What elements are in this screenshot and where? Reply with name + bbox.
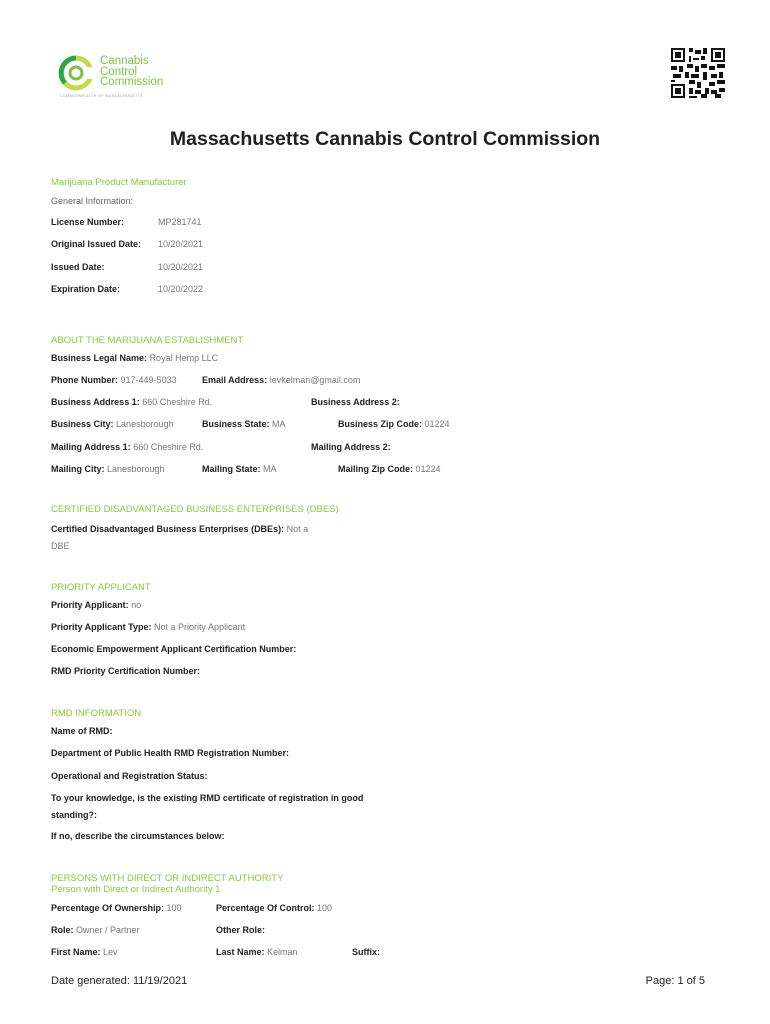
business-state-value: MA xyxy=(272,419,286,429)
priority-type-field xyxy=(51,622,245,632)
mailing-state-label: Mailing State: xyxy=(202,464,261,474)
priority-type-label: Priority Applicant Type: xyxy=(51,622,152,632)
dbe-value-continued: DBE xyxy=(51,541,70,551)
first-name-field xyxy=(51,947,118,957)
first-name-label: First Name: xyxy=(51,947,101,957)
other-role-label: Other Role: xyxy=(216,925,266,935)
logo-tagline: COMMONWEALTH OF MASSACHUSETTS xyxy=(60,94,144,98)
business-city-field xyxy=(51,419,174,429)
business-address1-value: 660 Cheshire Rd. xyxy=(142,397,213,407)
priority-applicant-label: Priority Applicant: xyxy=(51,600,129,610)
license-number-label: License Number: xyxy=(51,217,125,227)
suffix-label: Suffix: xyxy=(352,947,380,957)
business-address2-label: Business Address 2: xyxy=(311,397,400,407)
email-field xyxy=(202,375,360,385)
business-city-value: Lanesborough xyxy=(116,419,174,429)
role-label: Role: xyxy=(51,925,74,935)
license-type-heading: Marijuana Product Manufacturer xyxy=(51,177,187,188)
legal-name-value: Royal Hemp LLC xyxy=(149,353,219,363)
mailing-address2-field xyxy=(311,442,391,452)
business-city-label: Business City: xyxy=(51,419,114,429)
expiration-date-value: 10/20/2022 xyxy=(158,284,204,294)
mailing-zip-field xyxy=(338,464,441,474)
priority-applicant-field xyxy=(51,600,141,610)
last-name-field xyxy=(216,947,298,957)
commission-logo xyxy=(56,54,186,102)
business-zip-label: Business Zip Code: xyxy=(338,419,423,429)
operational-status-label: Operational and Registration Status: xyxy=(51,771,208,781)
mailing-address1-field xyxy=(51,442,203,452)
ownership-label: Percentage Of Ownership: xyxy=(51,903,165,913)
date-generated: Date generated: 11/19/2021 xyxy=(51,975,188,987)
mailing-address1-value: 660 Cheshire Rd. xyxy=(133,442,204,452)
econ-empowerment-label: Economic Empowerment Applicant Certification Number: xyxy=(51,644,297,654)
rmd-name-label: Name of RMD: xyxy=(51,726,113,736)
dbe-heading: CERTIFIED DISADVANTAGED BUSINESS ENTERPRISES (DBES) xyxy=(51,504,339,515)
original-issued-label: Original Issued Date: xyxy=(51,239,142,249)
dbe-field xyxy=(51,524,308,534)
phone-label: Phone Number: xyxy=(51,375,119,385)
issued-date-label: Issued Date: xyxy=(51,262,105,272)
control-field xyxy=(216,903,332,913)
logo-wordmark: Cannabis Control Commission xyxy=(100,55,164,88)
business-address2-field xyxy=(311,397,400,407)
business-state-label: Business State: xyxy=(202,419,270,429)
legal-name-label: Business Legal Name: xyxy=(51,353,148,363)
business-state-field xyxy=(202,419,286,429)
rmd-heading: RMD INFORMATION xyxy=(51,708,142,719)
mailing-city-label: Mailing City: xyxy=(51,464,105,474)
phone-field xyxy=(51,375,177,385)
business-address1-field xyxy=(51,397,212,407)
email-label: Email Address: xyxy=(202,375,268,385)
legal-name-field xyxy=(51,353,218,363)
qr-code-icon xyxy=(671,48,725,98)
mailing-state-value: MA xyxy=(263,464,277,474)
business-address1-label: Business Address 1: xyxy=(51,397,140,407)
phone-value: 917-449-5033 xyxy=(120,375,177,385)
page-number: Page: 1 of 5 xyxy=(645,975,705,987)
original-issued-value: 10/20/2021 xyxy=(158,239,204,249)
dph-registration-label: Department of Public Health RMD Registration Number: xyxy=(51,748,290,758)
first-name-value: Lev xyxy=(103,947,118,957)
issued-date-value: 10/20/2021 xyxy=(158,262,204,272)
page-title: Massachusetts Cannabis Control Commission xyxy=(169,128,601,150)
circumstances-label: If no, describe the circumstances below: xyxy=(51,831,225,841)
role-field xyxy=(51,925,140,935)
priority-applicant-value: no xyxy=(131,600,142,610)
control-value: 100 xyxy=(317,903,333,913)
last-name-value: Kelman xyxy=(267,947,298,957)
mailing-zip-label: Mailing Zip Code: xyxy=(338,464,413,474)
last-name-label: Last Name: xyxy=(216,947,265,957)
mailing-address2-label: Mailing Address 2: xyxy=(311,442,391,452)
expiration-date-label: Expiration Date: xyxy=(51,284,121,294)
mailing-city-value: Lanesborough xyxy=(107,464,165,474)
business-zip-field xyxy=(338,419,450,429)
person-1-subheading: Person with Direct or Indirect Authority 1 xyxy=(51,884,221,895)
general-info-subheading: General Information: xyxy=(51,196,134,206)
establishment-heading: ABOUT THE MARIJUANA ESTABLISHMENT xyxy=(51,335,244,346)
business-zip-value: 01224 xyxy=(424,419,450,429)
mailing-zip-value: 01224 xyxy=(415,464,441,474)
control-label: Percentage Of Control: xyxy=(216,903,315,913)
email-value: levkelman@gmail.com xyxy=(269,375,361,385)
cannabis-leaf-logo-icon xyxy=(56,54,100,94)
priority-heading: PRIORITY APPLICANT xyxy=(51,582,151,593)
ownership-value: 100 xyxy=(166,903,182,913)
ownership-field xyxy=(51,903,182,913)
mailing-city-field xyxy=(51,464,165,474)
rmd-priority-label: RMD Priority Certification Number: xyxy=(51,666,201,676)
dbe-label: Certified Disadvantaged Business Enterprises (DBEs): xyxy=(51,524,285,534)
priority-type-value: Not a Priority Applicant xyxy=(154,622,246,632)
dbe-value: Not a xyxy=(286,524,309,534)
license-number-value: MP281741 xyxy=(158,217,202,227)
good-standing-label-continued: standing?: xyxy=(51,810,97,820)
persons-heading: PERSONS WITH DIRECT OR INDIRECT AUTHORITY xyxy=(51,873,284,884)
role-value: Owner / Partner xyxy=(76,925,140,935)
mailing-state-field xyxy=(202,464,277,474)
mailing-address1-label: Mailing Address 1: xyxy=(51,442,131,452)
good-standing-label: To your knowledge, is the existing RMD certificate of registration in good xyxy=(51,793,364,803)
